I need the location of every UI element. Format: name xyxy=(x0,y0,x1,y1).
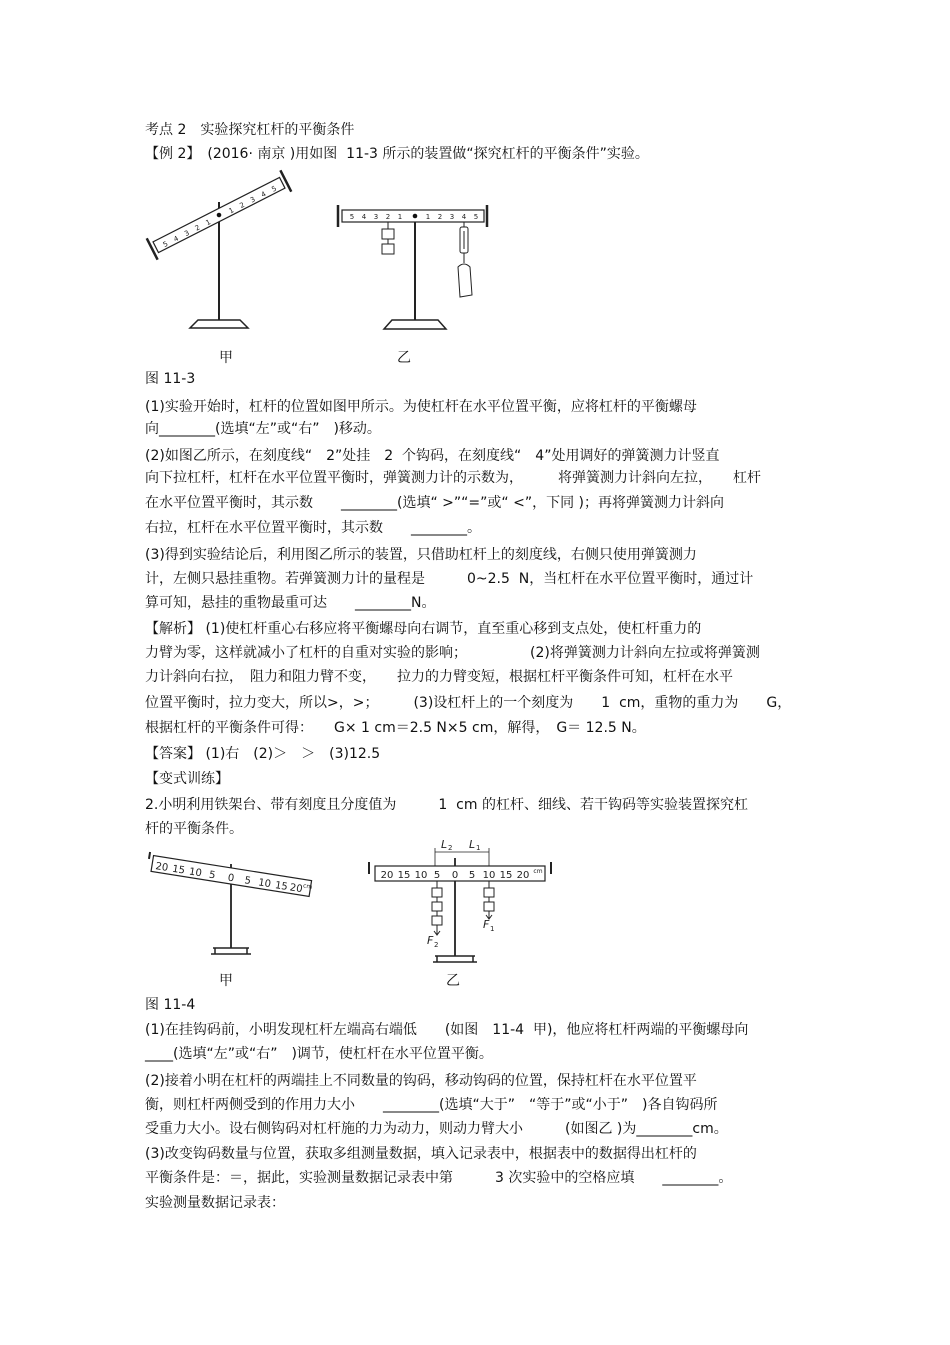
v2q3-line: (3)改变钩码数量与位置，获取多组测量数据，填入记录表中，根据表中的数据得出杠杆的 xyxy=(145,1146,697,1162)
table-title: 实验测量数据记录表： xyxy=(145,1195,285,1211)
lever-tick-label: 3 xyxy=(373,213,379,221)
figure-11-3-a-label: 甲 xyxy=(219,350,233,366)
ruler-tick-label: 20 xyxy=(380,870,394,881)
ruler-tick-label: 15 xyxy=(397,870,411,881)
figure-11-4-b xyxy=(365,838,565,968)
analysis-line: 根据杠杆的平衡条件可得： G× 1 cm＝2.5 N×5 cm，解得， G＝ 12.5 N。 xyxy=(145,720,646,736)
figure-11-3-caption: 图 11-3 xyxy=(145,371,196,387)
ruler-unit: cm xyxy=(533,868,543,875)
q3-line: 算可知，悬挂的重物最重可达 ________N。 xyxy=(145,595,436,611)
q1-line: 向________(选填“左”或“右” )移动。 xyxy=(145,421,381,437)
label-F2-sub: 2 xyxy=(434,941,439,949)
q2-line: 在水平位置平衡时，其示数 ________(选填“ >”“=”或“ <”，下同 )；再将弹簧测力计斜向 xyxy=(145,495,724,511)
ruler-tick-label: 10 xyxy=(257,877,272,891)
figure-11-3-a xyxy=(140,170,310,335)
lever-tick-label: 5 xyxy=(473,213,479,221)
lever-tick-label: 1 xyxy=(204,218,213,228)
example-intro: 【例 2】 (2016· 南京 )用如图 11-3 所示的装置做“探究杠杆的平衡条件”实验。 xyxy=(145,146,649,162)
label-L2: L xyxy=(441,838,448,851)
ruler-tick-label: 10 xyxy=(414,870,428,881)
analysis-line: 位置平衡时，拉力变大，所以>，>； (3)设杠杆上的一个刻度为 1 cm，重物的重力为 G， xyxy=(145,695,792,711)
label-L1: L xyxy=(469,838,476,851)
ruler-tick-label: 20 xyxy=(288,882,304,896)
label-L1-sub: 1 xyxy=(476,844,481,852)
ruler-tick-label: 10 xyxy=(188,866,203,880)
variation-title: 【变式训练】 xyxy=(145,771,229,787)
label-F1: F xyxy=(483,918,490,931)
figure-11-3-b xyxy=(330,205,490,335)
figure-11-4-a-label: 甲 xyxy=(219,973,233,989)
ruler-tick-label: 15 xyxy=(499,870,513,881)
lever-tick-label: 3 xyxy=(249,195,257,205)
ruler-tick-label: 5 xyxy=(208,869,217,882)
lever-tick-label: 3 xyxy=(449,213,455,221)
q2-line: 右拉，杠杆在水平位置平衡时，其示数 ________。 xyxy=(145,520,481,536)
lever-tick-label: 4 xyxy=(361,213,367,221)
ruler-tick-label: 0 xyxy=(451,870,459,881)
analysis-line: 力计斜向右拉， 阻力和阻力臂不变， 拉力的力臂变短，根据杠杆平衡条件可知，杠杆在水平 xyxy=(145,669,733,685)
ruler-tick-label: 5 xyxy=(468,870,476,881)
ruler-tick-label: 5 xyxy=(433,870,441,881)
lever-tick-label: 1 xyxy=(397,213,403,221)
v2q1-line: (1)在挂钩码前，小明发现杠杆左端高右端低 (如图 11-4 甲)，他应将杠杆两端的平衡螺母向 xyxy=(145,1022,749,1038)
ruler-tick-label: 15 xyxy=(171,863,186,877)
analysis-line: 力臂为零，这样就减小了杠杆的自重对实验的影响； (2)将弹簧测力计斜向左拉或将弹簧测 xyxy=(145,645,760,661)
lever-tick-label: 1 xyxy=(227,206,236,216)
ruler-tick-label: 20 xyxy=(516,870,530,881)
answer: 【答案】 (1)右 (2)＞ ＞ (3)12.5 xyxy=(145,746,381,762)
ruler-unit: cm xyxy=(302,882,313,891)
q3-line: 计，左侧只悬挂重物。若弹簧测力计的量程是 0~2.5 N，当杠杆在水平位置平衡时，通过计 xyxy=(145,571,754,587)
figure-11-4-caption: 图 11-4 xyxy=(145,997,196,1013)
v2q2-line: (2)接着小明在杠杆的两端挂上不同数量的钩码，移动钩码的位置，保持杠杆在水平位置平 xyxy=(145,1073,697,1089)
label-F2: F xyxy=(427,934,434,947)
v2-intro: 2.小明利用铁架台、带有刻度且分度值为 1 cm 的杠杆、细线、若干钩码等实验装置探究杠 xyxy=(145,797,748,813)
section-title: 考点 2 实验探究杠杆的平衡条件 xyxy=(145,122,355,138)
ruler-tick-label: 10 xyxy=(482,870,496,881)
q2-line: (2)如图乙所示，在刻度线“ 2”处挂 2 个钩码，在刻度线“ 4”处用调好的弹簧测力计竖直 xyxy=(145,448,720,464)
ruler-tick-label: 15 xyxy=(274,880,289,893)
lever-tick-label: 2 xyxy=(193,223,202,233)
v2q1-line: ____(选填“左”或“右” )调节，使杠杆在水平位置平衡。 xyxy=(145,1046,493,1062)
ruler-tick-label: 20 xyxy=(154,861,169,874)
lever-tick-label: 2 xyxy=(385,213,391,221)
lever-tick-label: 5 xyxy=(270,184,279,194)
lever-tick-label: 4 xyxy=(259,189,268,200)
label-F1-sub: 1 xyxy=(490,925,495,933)
ruler-tick-label: 5 xyxy=(243,875,252,888)
q1-line: (1)实验开始时，杠杆的位置如图甲所示。为使杠杆在水平位置平衡，应将杠杆的平衡螺母 xyxy=(145,399,697,415)
figure-11-3-b-label: 乙 xyxy=(397,350,411,366)
v2q3-line: 平衡条件是：＝，据此，实验测量数据记录表中第 3 次实验中的空格应填 ________。 xyxy=(145,1170,733,1186)
v2q2-line: 衡，则杠杆两侧受到的作用力大小 ________(选填“大于” “等于”或“小于” )各自钩码所 xyxy=(145,1097,718,1113)
q3-line: (3)得到实验结论后，利用图乙所示的装置，只借助杠杆上的刻度线，右侧只使用弹簧测力 xyxy=(145,547,697,563)
lever-tick-label: 2 xyxy=(238,200,246,211)
lever-tick-label: 5 xyxy=(349,213,355,221)
v2-intro: 杆的平衡条件。 xyxy=(145,821,243,837)
figure-11-4-a xyxy=(145,848,330,963)
analysis-line: 【解析】 (1)使杠杆重心右移应将平衡螺母向右调节，直至重心移到支点处，使杠杆重力的 xyxy=(145,621,702,637)
lever-tick-label: 1 xyxy=(425,213,431,221)
v2q2-line: 受重力大小。设右侧钩码对杠杆施的力为动力，则动力臂大小 (如图乙 )为________cm。 xyxy=(145,1121,728,1137)
q2-line: 向下拉杠杆，杠杆在水平位置平衡时，弹簧测力计的示数为， 将弹簧测力计斜向左拉， 杠杆 xyxy=(145,470,761,486)
lever-tick-label: 4 xyxy=(461,213,467,221)
lever-tick-label: 4 xyxy=(172,234,181,244)
ruler-tick-label: 0 xyxy=(226,872,235,885)
lever-tick-label: 2 xyxy=(437,213,443,221)
lever-tick-label: 5 xyxy=(161,239,170,250)
figure-11-4-b-label: 乙 xyxy=(446,973,460,989)
lever-tick-label: 3 xyxy=(183,229,191,239)
label-L2-sub: 2 xyxy=(448,844,453,852)
